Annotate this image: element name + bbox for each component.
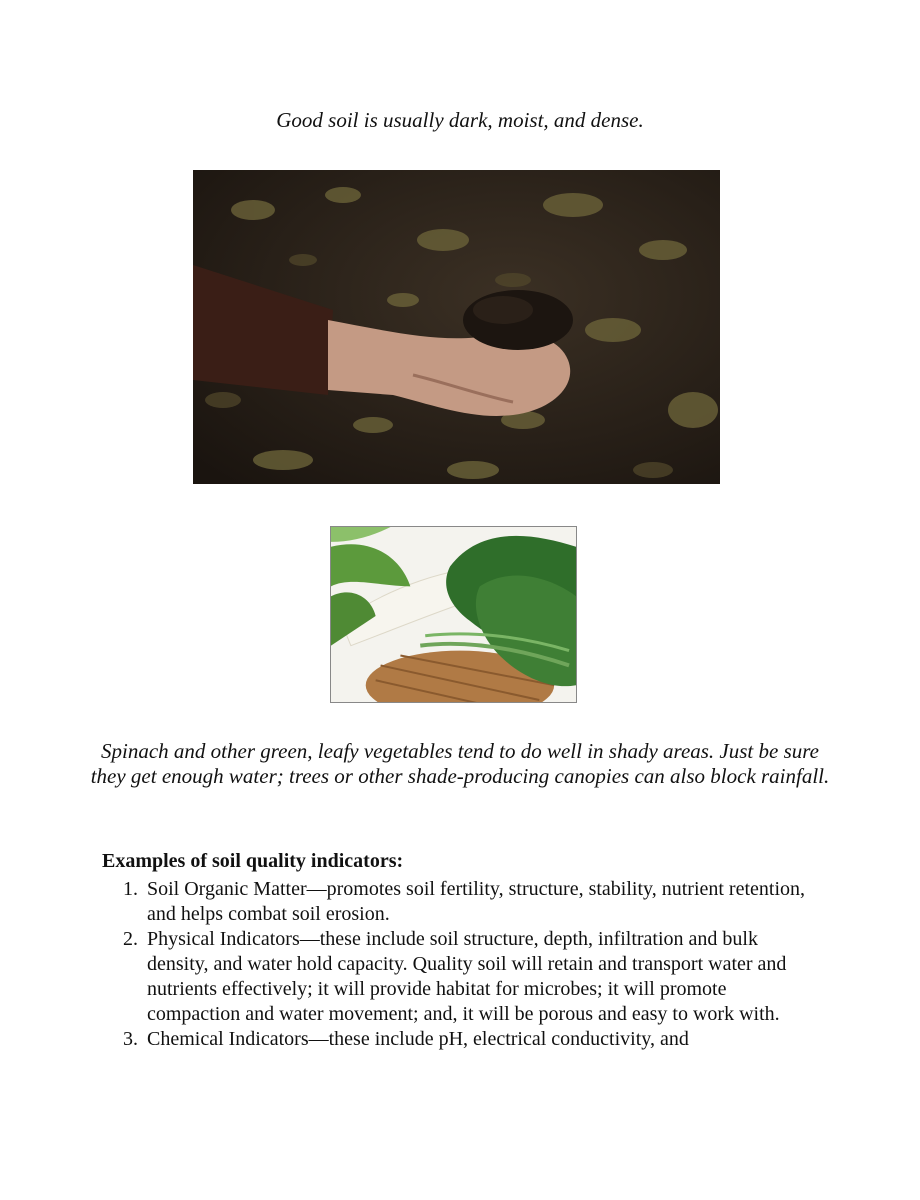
list-item-text: Soil Organic Matter—promotes soil fertility, structure, stability, nutrient retention, and helps combat soil erosion. [147, 878, 806, 925]
list-item-text: Chemical Indicators—these include pH, electrical conductivity, and [147, 1028, 689, 1050]
soil-photo [193, 170, 720, 484]
soil-caption: Good soil is usually dark, moist, and dense. [276, 108, 644, 132]
list-item [102, 927, 822, 1027]
list-item-text: Physical Indicators—these include soil structure, depth, infiltration and bulk density, and water hold capacity. Quality soil will retain and transport water and nutrients effectively; it will provide habitat for microbes; it will promote compaction and water movement; and, it will be porous and easy to work with. [147, 928, 787, 1025]
indicators-list [102, 877, 822, 1052]
vegetable-caption: Spinach and other green, leafy vegetables tend to do well in shady areas. Just be sure they get enough water; trees or other shade-producing canopies can also block rainfall. [90, 739, 830, 788]
list-number: 1. [123, 878, 138, 900]
list-item [102, 1027, 822, 1052]
indicators-heading: Examples of soil quality indicators: [102, 850, 404, 872]
list-number: 3. [123, 1028, 138, 1050]
list-item [102, 877, 822, 927]
vegetable-photo [330, 526, 577, 703]
list-number: 2. [123, 928, 138, 950]
